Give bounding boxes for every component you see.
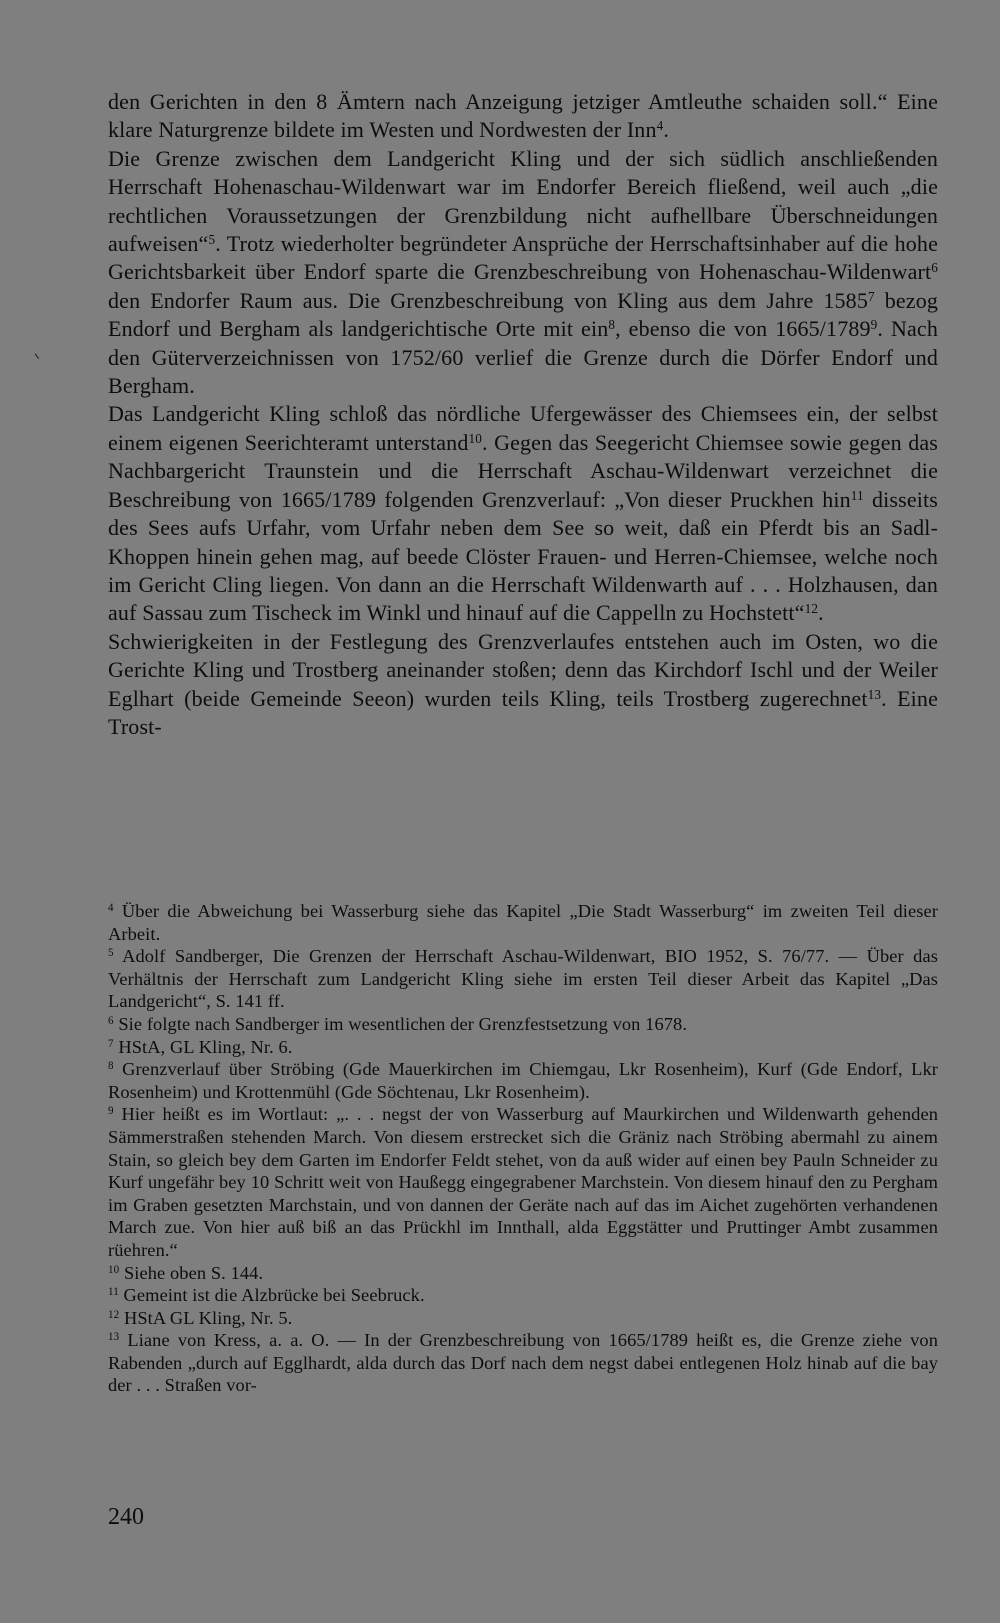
footnote-text: Hier heißt es im Wortlaut: „. . . negst der von Wasserburg auf Maurkirchen und Wildenwarth gehenden Sämmerstraßen stehenden March. Von diesem erstrecket sich die Gräniz nach Ströbing abermahl zu ainem Stain, so gleich bey dem Garten im Endorfer Feldt stehet, von da auß wider auf einen bey Pauln Schneider zu Kurf ungefähr bey 10 Schritt weit von Haußegg eingegrabener Marchstein. Von diesem hinauf den zu Pergham im Graben gesetzten Marchstain, und von dannen der Geräte nach auf das im Aichet zugehörten verhandenen March zue. Von hier auß biß an das Prückhl im Innthall, alda Eggstätter und Pruttinger Ambt zusammen rüehren.“	[108, 1104, 939, 1260]
footnote	[108, 1013, 938, 1036]
footnote-reference: 9	[870, 317, 878, 332]
footnote-text: Grenzverlauf über Ströbing (Gde Mauerkirchen im Chiemgau, Lkr Rosenheim), Kurf (Gde Endorf, Lkr Rosenheim) und Krottenmühl (Gde Söchtenau, Lkr Rosenheim).	[108, 1059, 938, 1102]
footnote-number: 12	[108, 1308, 120, 1321]
footnote-number: 10	[108, 1263, 120, 1276]
footnote-text: HStA, GL Kling, Nr. 6.	[118, 1036, 293, 1057]
footnote-reference: 7	[867, 288, 875, 304]
footnote-number: 6	[108, 1014, 114, 1027]
text-segment: . Nach den Güterverzeichnissen von 1752/60 verlief die Grenze durch die Dörfer Endorf und Bergham.	[108, 316, 938, 399]
paragraph	[108, 145, 938, 401]
footnote-text: Siehe oben S. 144.	[123, 1262, 264, 1283]
footnote-number: 11	[108, 1286, 119, 1299]
margin-mark	[35, 351, 43, 359]
footnote	[108, 945, 938, 1013]
text-segment: Die Grenze zwischen dem Landgericht Kling und der sich südlich anschließenden Herrschaft Hohenaschau-Wildenwart war im Endorfer Bereich fließend, weil auch „die rechtlichen Voraussetzungen der Grenzbildung nicht aufhellbare Überschneidungen aufweisen“	[108, 145, 938, 257]
text-segment: , ebenso die von 1665/1789	[615, 316, 871, 342]
footnote-reference: 6	[931, 260, 938, 276]
text-segment: bezog Endorf und Bergham als landgerichtische Orte mit ein	[108, 287, 938, 342]
text-segment: disseits des Sees aufs Urfahr, vom Urfahr neben dem See so weit, daß ein Pferdt bis an Sadl-Khoppen hinein gehen mag, auf beede Clöster Frauen- und Herren-Chiemsee, welche noch im Gericht Cling liegen. Von dann an die Herrschaft Wildenwarth auf . . . Holzhausen, dan auf Sassau zum Tischeck im Winkl und hinauf auf die Cappelln zu Hochstett“	[108, 486, 938, 626]
footnote	[108, 1329, 938, 1397]
footnote	[108, 1284, 938, 1307]
footnote-reference: 8	[608, 317, 616, 332]
page	[108, 88, 938, 1588]
text-segment: Das Landgericht Kling schloß das nördliche Ufergewässer des Chiemsees ein, der selbst einem eigenen Seerichteramt unterstand	[108, 401, 938, 455]
footnote-reference: 13	[867, 686, 882, 702]
paragraph	[108, 628, 938, 742]
footnote-text: Gemeint ist die Alzbrücke bei Seebruck.	[123, 1285, 425, 1306]
footnote-reference: 11	[850, 487, 864, 503]
paragraph	[108, 88, 938, 145]
footnote-number: 4	[108, 901, 114, 914]
footnote-reference: 5	[208, 231, 216, 247]
footnote-text: Sie folgte nach Sandberger im wesentlichen der Grenzfestsetzung von 1678.	[118, 1013, 688, 1034]
footnote	[108, 1103, 938, 1261]
footnote	[108, 1036, 938, 1059]
footnote-number: 13	[108, 1331, 120, 1344]
main-text	[108, 88, 938, 741]
footnote-number: 8	[108, 1060, 114, 1073]
footnote-text: Über die Abweichung bei Wasserburg siehe das Kapitel „Die Stadt Wasserburg“ im zweiten Teil dieser Arbeit.	[108, 901, 938, 944]
footnote-number: 7	[108, 1037, 114, 1050]
text-segment: den Endorfer Raum aus. Die Grenzbeschreibung von Kling aus dem Jahre 1585	[108, 287, 868, 313]
text-segment: . Gegen das Seegericht Chiemsee sowie gegen das Nachbargericht Traunstein und die Herrschaft Aschau-Wildenwart verzeichnet die Beschreibung von 1665/1789 folgenden Grenzverlauf: „Von dieser Pruckhen hin	[108, 429, 938, 512]
footnote-reference: 10	[468, 430, 482, 446]
footnote	[108, 1307, 938, 1330]
paragraph	[108, 400, 938, 627]
footnote-text: Adolf Sandberger, Die Grenzen der Herrschaft Aschau-Wildenwart, BIO 1952, S. 76/77. — Über das Verhältnis der Herrschaft zum Landgericht Kling siehe im ersten Teil dieser Arbeit das Kapitel „Das Landgericht“, S. 141 ff.	[108, 946, 938, 1012]
footnote	[108, 1058, 938, 1103]
footnote-reference: 12	[804, 601, 819, 617]
text-segment: den Gerichten in den 8 Ämtern nach Anzeigung jetziger Amtleuthe schaiden soll.“ Eine klare Naturgrenze bildete im Westen und Nordwesten der Inn	[108, 89, 938, 143]
footnotes	[108, 900, 938, 1397]
footnote-text: Liane von Kress, a. a. O. — In der Grenzbeschreibung von 1665/1789 heißt es, die Grenze ziehe von Rabenden „durch auf Egglhardt, alda durch das Dorf nach dem negst dabei entlegenen Holz hinab auf die bay der . . . Straßen vor-	[108, 1330, 938, 1396]
footnote	[108, 900, 938, 945]
text-segment: .	[663, 117, 670, 143]
footnote	[108, 1262, 938, 1285]
text-segment: .	[818, 600, 824, 626]
footnote-text: HStA GL Kling, Nr. 5.	[123, 1307, 293, 1328]
text-segment: . Eine Trost-	[108, 685, 938, 739]
page-number: 240	[108, 1504, 144, 1530]
footnote-number: 5	[108, 947, 114, 960]
text-segment: . Trotz wiederholter begründeter Ansprüche der Herrschaftsinhaber auf die hohe Gerichtsbarkeit über Endorf sparte die Grenzbeschreibung von Hohenaschau-Wildenwart	[108, 231, 938, 285]
footnote-reference: 4	[656, 118, 664, 134]
footnote-number: 9	[108, 1105, 114, 1118]
text-segment: Schwierigkeiten in der Festlegung des Grenzverlaufes entstehen auch im Osten, wo die Gerichte Kling und Trostberg aneinander stoßen; denn das Kirchdorf Ischl und der Weiler Eglhart (beide Gemeinde Seeon) wurden teils Kling, teils Trostberg zugerechnet	[108, 628, 938, 711]
